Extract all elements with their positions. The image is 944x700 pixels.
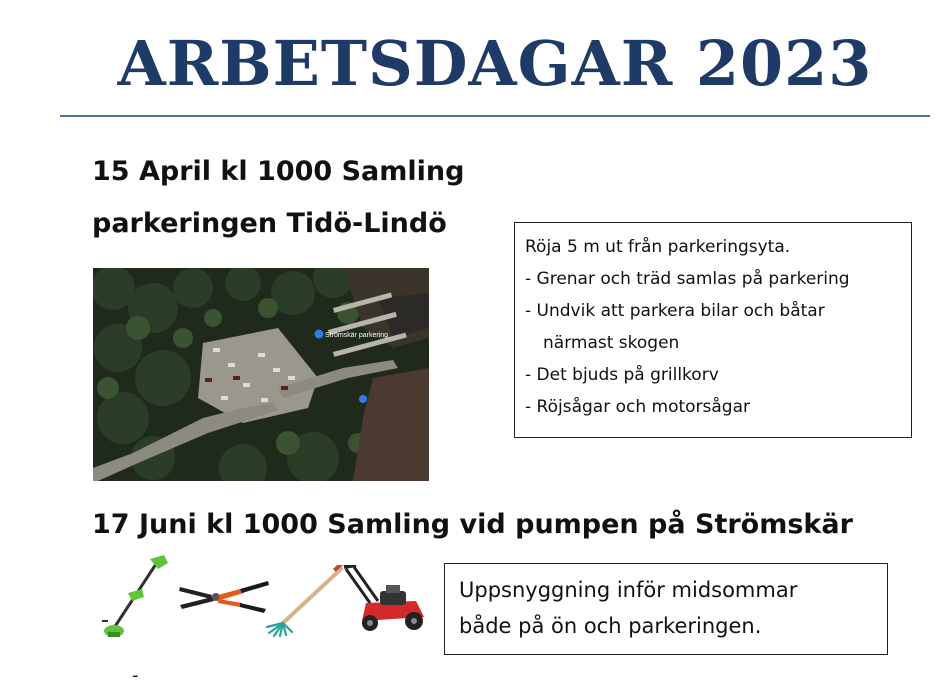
page-title: ARBETSDAGAR 2023 [117,27,873,100]
task-line: - Grenar och träd samlas på parkering [525,269,850,289]
section2-heading: 17 Juni kl 1000 Samling vid pumpen på Strömskär [92,509,853,540]
trailing-dash: - [132,665,139,686]
lawn-mower-icon [340,565,428,635]
hedge-shears-icon [178,575,270,615]
task-line: både på ön och parkeringen. [459,614,762,638]
title-divider [60,115,930,117]
task-line: - Det bjuds på grillkorv [525,365,719,385]
aerial-map-image [93,268,429,481]
section1-heading-line2: parkeringen Tidö-Lindö [92,208,447,239]
task-line: - Röjsågar och motorsågar [525,397,751,417]
map-pin-icon [315,330,324,339]
april-tasks-box [514,222,912,438]
section1-heading-line1: 15 April kl 1000 Samling [92,156,465,187]
rake-icon [263,565,345,637]
map-pin-icon [359,395,367,403]
june-tasks-box [444,563,888,655]
task-line: Uppsnyggning inför midsommar [459,578,798,602]
task-line: - Undvik att parkera bilar och båtar [525,301,825,321]
task-line: Röja 5 m ut från parkeringsyta. [525,237,791,257]
section1-heading [92,146,464,250]
map-label: Strömskär parkering [325,332,389,339]
grass-trimmer-icon [98,553,178,641]
task-line: närmast skogen [543,333,680,353]
